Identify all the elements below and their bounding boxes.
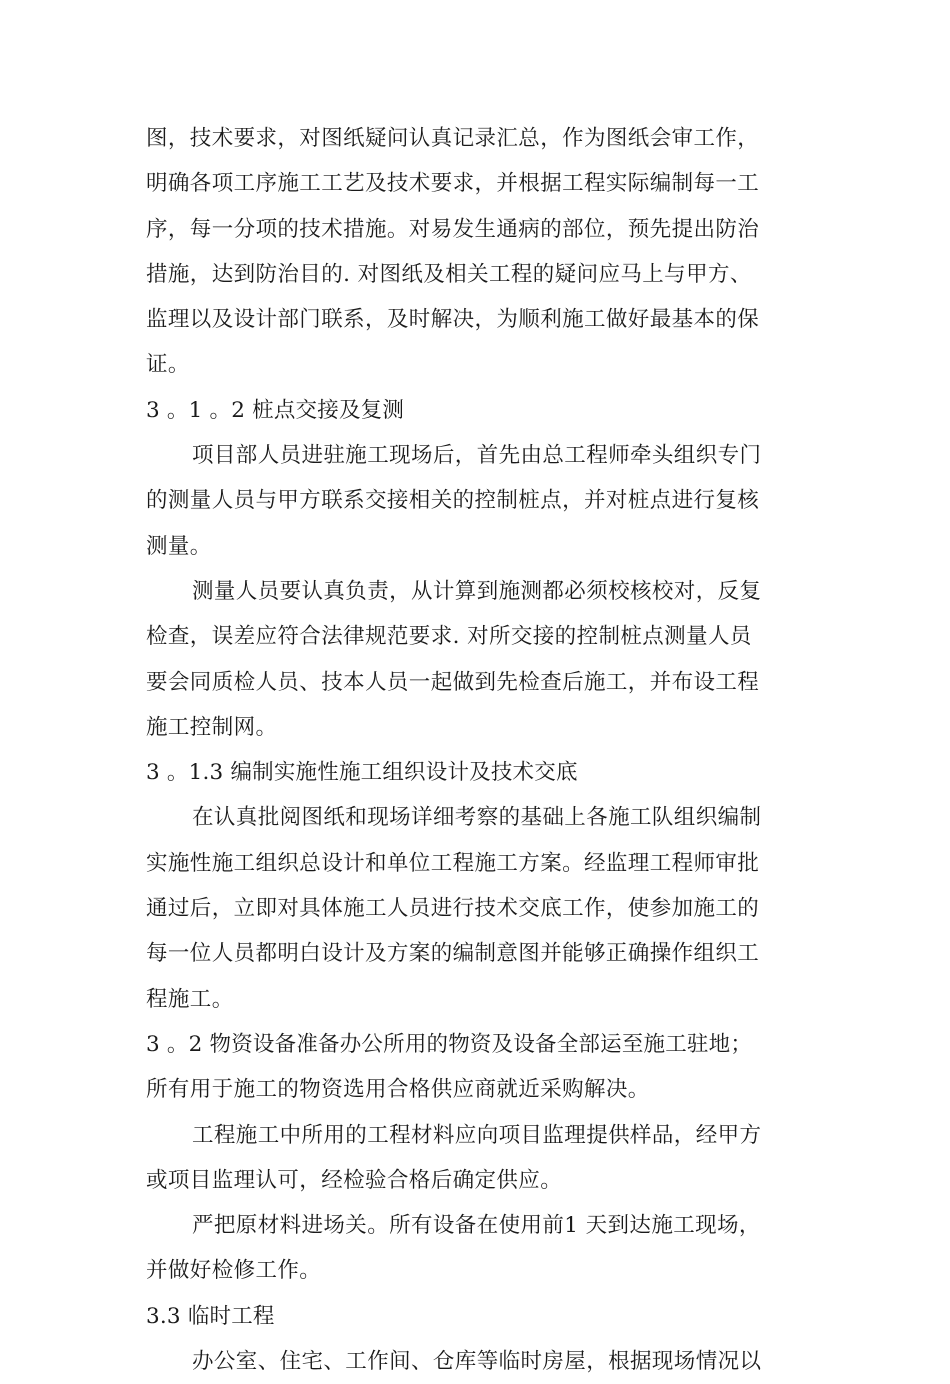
section-heading: 3 。2 物资设备准备办公所用的物资及设备全部运至施工驻地； xyxy=(146,1031,753,1057)
text-line: 检查，误差应符合法律规范要求. 对所交接的控制桩点测量人员 xyxy=(146,624,752,650)
text-line: 通过后，立即对具体施工人员进行技术交底工作，使参加施工的 xyxy=(146,896,760,922)
text-line: 程施工。 xyxy=(146,986,234,1012)
section-heading: 3.3 临时工程 xyxy=(146,1303,275,1329)
text-line: 要会同质检人员、技本人员一起做到先检查后施工，并布设工程 xyxy=(146,669,760,695)
text-line: 实施性施工组织总设计和单位工程施工方案。经监理工程师审批 xyxy=(146,850,760,876)
paragraph-start: 严把原材料进场关。所有设备在使用前1 天到达施工现场， xyxy=(192,1213,761,1239)
section-heading: 3 。1 。2 桩点交接及复测 xyxy=(146,397,405,423)
paragraph-start: 办公室、住宅、工作间、仓库等临时房屋，根据现场情况以 xyxy=(192,1349,762,1375)
text-line: 的测量人员与甲方联系交接相关的控制桩点，并对桩点进行复核 xyxy=(146,488,760,514)
text-line: 或项目监理认可，经检验合格后确定供应。 xyxy=(146,1167,563,1193)
text-line: 所有用于施工的物资选用合格供应商就近采购解决。 xyxy=(146,1077,650,1103)
text-line: 每一位人员都明白设计及方案的编制意图并能够正确操作组织工 xyxy=(146,941,760,967)
text-line: 并做好检修工作。 xyxy=(146,1258,322,1284)
text-line: 图，技术要求，对图纸疑问认真记录汇总，作为图纸会审工作， xyxy=(146,126,760,151)
document-page xyxy=(146,116,816,1384)
text-line: 证。 xyxy=(146,352,190,378)
paragraph-start: 工程施工中所用的工程材料应向项目监理提供样品，经甲方 xyxy=(192,1122,762,1148)
paragraph-start: 在认真批阅图纸和现场详细考察的基础上各施工队组织编制 xyxy=(192,805,762,831)
section-heading: 3 。1.3 编制实施性施工组织设计及技术交底 xyxy=(146,760,578,786)
text-line: 测量。 xyxy=(146,533,212,559)
paragraph-start: 测量人员要认真负责，从计算到施测都必须校核校对，反复 xyxy=(192,578,762,604)
text-line: 序，每一分项的技术措施。对易发生通病的部位，预先提出防治 xyxy=(146,216,760,242)
text-line: 施工控制网。 xyxy=(146,714,278,740)
paragraph-start: 项目部人员进驻施工现场后，首先由总工程师牵头组织专门 xyxy=(192,443,762,469)
text-line: 措施，达到防治目的. 对图纸及相关工程的疑问应马上与甲方、 xyxy=(146,261,752,287)
text-line: 明确各项工序施工工艺及技术要求，并根据工程实际编制每一工 xyxy=(146,171,760,197)
text-line: 监理以及设计部门联系，及时解决，为顺利施工做好最基本的保 xyxy=(146,307,760,333)
